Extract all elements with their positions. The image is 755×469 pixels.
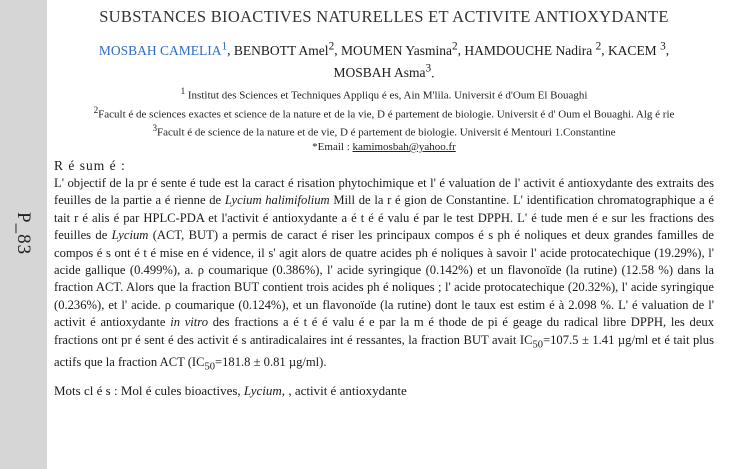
author-sup: 2 — [328, 40, 335, 52]
author-name: KACEM — [607, 42, 661, 58]
affiliation-sup: 2 — [93, 104, 99, 115]
first-author — [98, 40, 228, 58]
author-sup: 3 — [425, 62, 432, 75]
author — [607, 40, 666, 58]
keywords-label: Mots cl é s : — [54, 383, 121, 399]
email-line — [54, 140, 714, 154]
abstract-content — [54, 0, 714, 399]
author — [233, 40, 335, 58]
keywords-line — [54, 383, 714, 399]
page-number-label: P_83 — [13, 212, 34, 256]
abstract-segment: =181.8 ± 0.81 µg/ml). — [215, 354, 327, 369]
affiliation — [54, 103, 714, 122]
abstract-text — [54, 175, 714, 376]
ic50-subscript: 50 — [532, 339, 544, 351]
first-author-sup: 1 — [221, 40, 228, 52]
author-sup: 3 — [660, 40, 666, 52]
author-name: MOUMEN Yasmina — [340, 42, 452, 58]
abstract-segment: des fractions a é t é é valu é e par la m é thode de pi é geage du radical libre DPPH, les deux fractions ont pr é sent é des activit é s antiradicalaires int é ressantes, la fraction BUT avait IC — [54, 315, 715, 347]
affiliation-text: Institut des Sciences et Techniques Appliqu é es, Ain M'lila. Universit é d'Oum El Bouaghi — [185, 89, 588, 102]
author — [464, 40, 602, 58]
first-author-name: MOSBAH CAMELIA — [98, 42, 222, 58]
author — [340, 40, 458, 58]
author-name: HAMDOUCHE Nadira — [464, 42, 596, 58]
ic50-subscript: 50 — [204, 361, 215, 373]
author-name: MOSBAH Asma — [333, 65, 426, 80]
author-sup: 2 — [595, 40, 602, 52]
email-label: *Email : — [312, 140, 353, 153]
affiliation-text: Facult é de science de la nature et de vie, D é partement de biologie. Universit é Mentouri 1.Constantine — [157, 126, 616, 139]
author-list: MOSBAH CAMELIA$^1$, BENBOTT Amel$^2$, MOUMEN Yasmina$^2$, HAMDOUCHE Nadira $^2$, KACEM $^3$, MOSBAH Asma$^3$. — [98, 40, 670, 80]
paper-title: SUBSTANCES BIOACTIVES NATURELLES ET ACTIVITE ANTIOXYDANTE — [99, 7, 669, 26]
email-link[interactable]: kamimosbah@yahoo.fr — [352, 140, 456, 153]
keywords-text: , activit é antioxydante — [285, 383, 407, 399]
author — [333, 62, 432, 80]
affiliation-sup: 1 — [180, 86, 186, 96]
keywords-text: Mol é cules bioactives, — [120, 383, 244, 399]
affiliation-sup: 3 — [152, 123, 158, 134]
abstract-segment: (ACT, BUT) a permis de caract é riser les principaux compos é s ph é noliques et deux grandes familles de compos é s ont é t é mise en é vidence, il s' agit alors de quatre acides ph é noliques à savoir l' acide protocatechique (19.29%), l' acide gallique (0.499%), a. ρ coumarique (0.386%), l' acide syringique (0.142%) et un flavonoïde (la rutine) (12.58 %) dans la fraction ACT. Alors que la fraction BUT contient trois acides ph é noliques ; l' acide protocatechique (20.32%), l' acide syringique (0.236%), et l' acide. ρ coumarique (0.124%), et un flavonoïde (la rutine) dont le taux est estim é à 2.098 %. L' é valuation de l' activit é antioxydante — [54, 228, 714, 330]
affiliation — [54, 84, 714, 103]
species-name: Lycium halimifolium — [224, 193, 330, 208]
author-sup: 2 — [451, 40, 458, 52]
affiliation-text: Facult é de sciences exactes et science de la nature et de la vie, D é partement de biologie. Universit é d' Oum el Bouaghi. Alg é rie — [98, 108, 675, 121]
affiliation — [54, 121, 714, 140]
abstract-segment: L' objectif de la pr é sente é tude est la caract é risation phytochimique et l' é valuation de l' activit é antioxydante des extraits des feuilles de la partie a é rienne de — [54, 175, 714, 208]
page-sidebar — [0, 0, 47, 469]
genus-name: Lycium — [111, 228, 149, 243]
abstract-segment: Mill de la r é gion de Constantine. L' identification chromatographique a é tait r é alis é par HPLC-PDA et l'activit é antioxydante a é t é é valu é par le test DPPH. L' é tude men é e sur les fractions des feuilles de — [54, 193, 714, 243]
author-name: BENBOTT Amel — [233, 42, 329, 58]
keywords-genus: Lycium, — [243, 383, 286, 399]
abstract-heading: R é sum é : — [54, 157, 126, 173]
in-vitro-term: in vitro — [170, 315, 209, 330]
abstract-segment: =107.5 ± 1.41 µg/ml et é tait plus actifs que la fraction ACT (IC — [54, 332, 714, 369]
